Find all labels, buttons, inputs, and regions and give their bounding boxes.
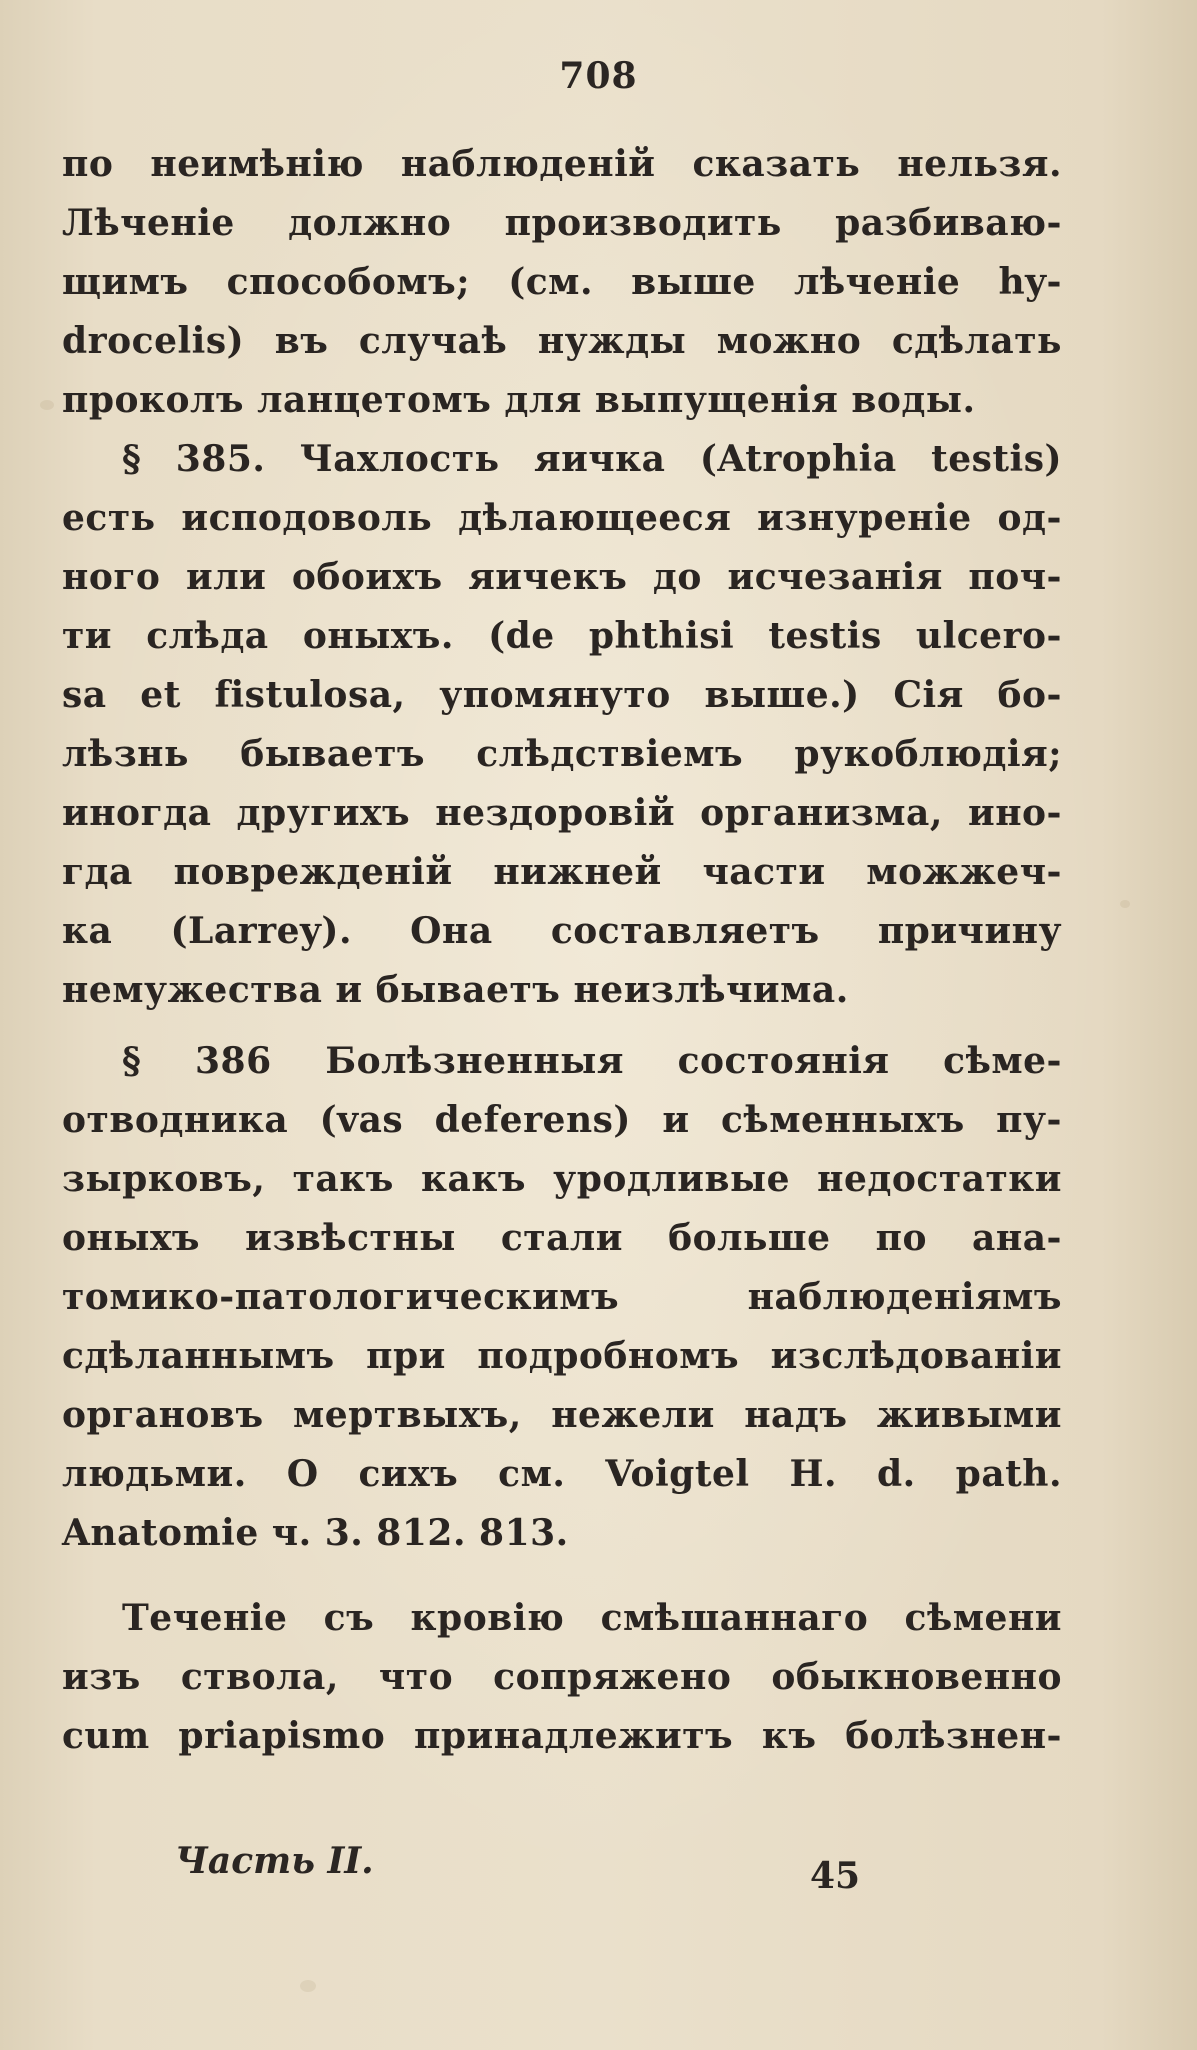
text-line: есть исподоволь дѣлающееся изнуреніе од- — [62, 497, 1062, 539]
section-heading-386: § 386 Болѣзненныя состоянія сѣме- — [122, 1040, 1062, 1082]
text-line: щимъ способомъ; (см. выше лѣченіе hy- — [62, 261, 1062, 303]
text-line: проколъ ланцетомъ для выпущенія воды. — [62, 379, 976, 421]
page-number: 708 — [559, 55, 638, 97]
text-line: ти слѣда оныхъ. (de phthisi testis ulcero- — [62, 615, 1062, 657]
paragraph-start: Теченіе съ кровію смѣшаннаго сѣмени — [122, 1597, 1062, 1639]
text-line: людьми. О сихъ см. Voigtel H. d. path. — [62, 1453, 1062, 1495]
text-line: cum priapismo принадлежитъ къ болѣзнен- — [62, 1715, 1062, 1757]
text-line: drocelis) въ случаѣ нужды можно сдѣлать — [62, 320, 1062, 362]
section-heading-385: § 385. Чахлость яичка (Atrophia testis) — [122, 438, 1062, 480]
paper-spot — [1120, 900, 1130, 908]
text-line: зырковъ, такъ какъ уродливые недостатки — [62, 1158, 1062, 1200]
text-line: немужества и бываетъ неизлѣчима. — [62, 969, 849, 1011]
text-line: оныхъ извѣстны стали больше по ана- — [62, 1217, 1062, 1259]
text-line: ного или обоихъ яичекъ до исчезанія поч- — [62, 556, 1062, 598]
text-line: гда поврежденій нижней части можжеч- — [62, 851, 1062, 893]
signature-mark: 45 — [810, 1855, 861, 1897]
text-line: органовъ мертвыхъ, нежели надъ живыми — [62, 1394, 1062, 1436]
text-line: sa et fistulosa, упомянуто выше.) Сія бо- — [62, 674, 1062, 716]
text-line: иногда другихъ нездоровій организма, ино- — [62, 792, 1062, 834]
text-line: лѣзнь бываетъ слѣдствіемъ рукоблюдія; — [62, 733, 1062, 775]
text-line: по неимѣнію наблюденій сказать нельзя. — [62, 143, 1062, 185]
volume-footer: Часть II. — [175, 1840, 374, 1882]
text-line: сдѣланнымъ при подробномъ изслѣдованіи — [62, 1335, 1062, 1377]
text-line: томико-патологическимъ наблюденіямъ — [62, 1276, 1062, 1318]
text-line: Anatomie ч. 3. 812. 813. — [62, 1512, 569, 1554]
text-line: изъ ствола, что сопряжено обыкновенно — [62, 1656, 1062, 1698]
text-line: отводника (vas deferens) и сѣменныхъ пу- — [62, 1099, 1062, 1141]
text-line: Лѣченіе должно производить разбиваю- — [62, 202, 1062, 244]
body-text — [62, 135, 1062, 1766]
paper-spot — [300, 1980, 316, 1992]
paper-spot — [40, 400, 54, 410]
text-line: ка (Larrey). Она составляетъ причину — [62, 910, 1062, 952]
